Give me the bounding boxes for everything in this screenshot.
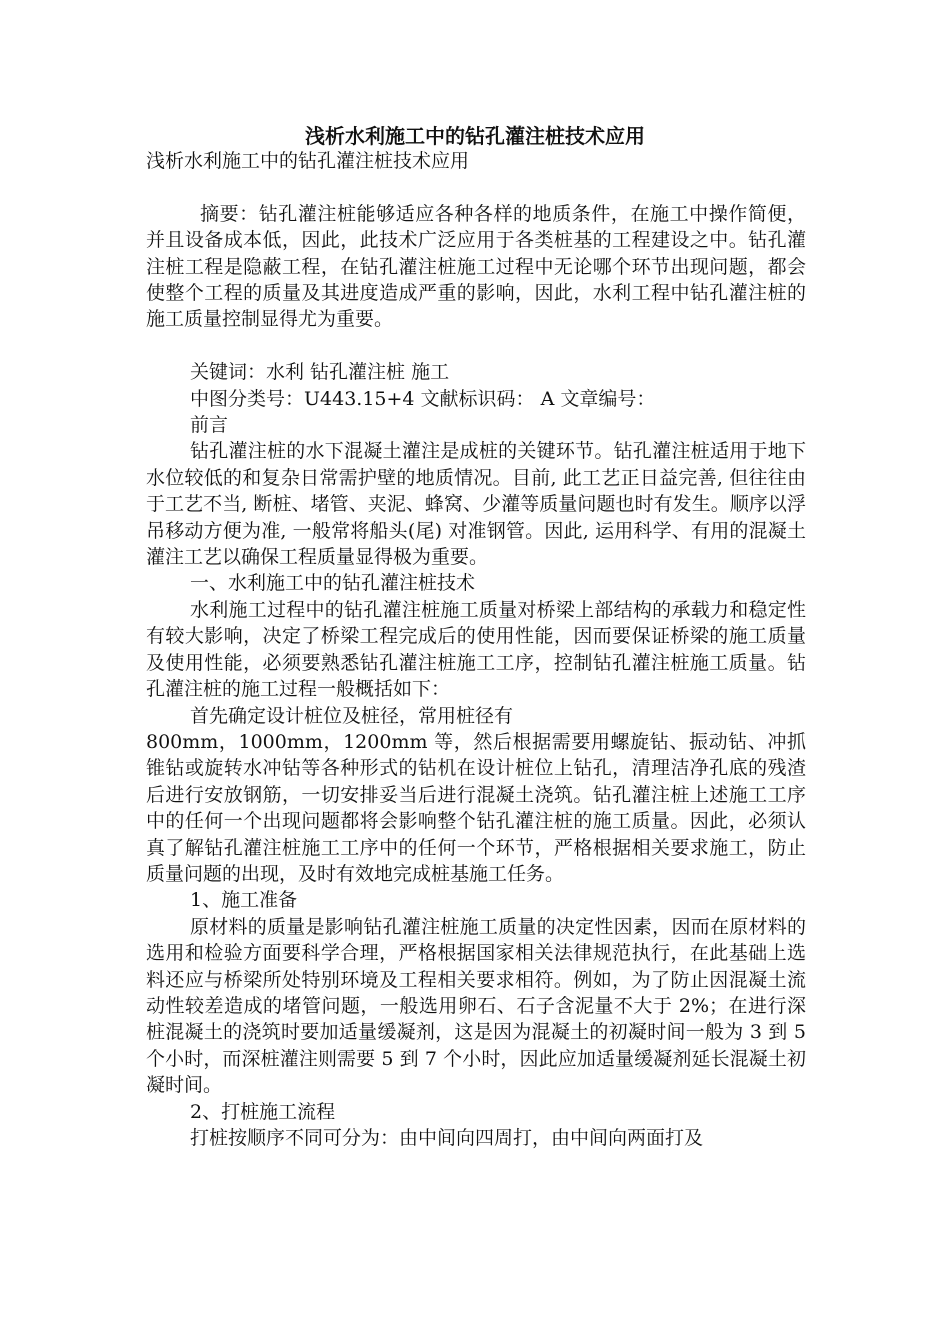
subsection-2-paragraph: 打桩按顺序不同可分为：由中间向四周打，由中间向两面打及	[190, 1127, 704, 1149]
section-heading-1: 一、水利施工中的钻孔灌注桩技术	[190, 572, 476, 595]
abstract-paragraph: 摘要：钻孔灌注桩能够适应各种各样的地质条件，在施工中操作简便，并且设备成本低，因此，此技术广泛应用于各类桩基的工程建设之中。钻孔灌注桩工程是隐蔽工程，在钻孔灌注桩施工过程中无论哪个环节出现问题，都会使整个工程的质量及其进度造成严重的影响，因此，水利工程中钻孔灌注桩的施工质量控制显得尤为重要。	[146, 202, 806, 331]
blank-line	[146, 333, 806, 359]
document-body	[146, 148, 806, 1151]
keywords-line: 关键词：水利 钻孔灌注桩 施工	[190, 361, 450, 384]
document-subtitle: 浅析水利施工中的钻孔灌注桩技术应用	[146, 150, 470, 172]
section-1-line-a: 首先确定设计桩位及桩径，常用桩径有	[190, 704, 514, 727]
section-1-paragraph: 水利施工过程中的钻孔灌注桩施工质量对桥梁上部结构的承载力和稳定性有较大影响，决定了桥梁工程完成后的使用性能，因而要保证桥梁的施工质量及使用性能，必须要熟悉钻孔灌注桩施工工序，控制钻孔灌注桩施工质量。钻孔灌注桩的施工过程一般概括如下：	[146, 598, 806, 701]
document-title: 浅析水利施工中的钻孔灌注桩技术应用	[305, 124, 645, 148]
section-1-line-b: 800mm，1000mm，1200mm 等，然后根据需要用螺旋钻、振动钻、冲抓锥钻或旋转水冲钻等各种形式的钻机在设计桩位上钻孔，清理洁净孔底的残渣后进行安放钢筋，一切安排妥当后进行混凝土浇筑。钻孔灌注桩上述施工工序中的任何一个出现问题都将会影响整个钻孔灌注桩的施工质量。因此，必须认真了解钻孔灌注桩施工工序中的任何一个环节，严格根据相关要求施工，防止质量问题的出现，及时有效地完成桩基施工任务。	[146, 730, 806, 885]
subsection-heading-2: 2、打桩施工流程	[190, 1100, 336, 1123]
preface-paragraph: 钻孔灌注桩的水下混凝土灌注是成桩的关键环节。钻孔灌注桩适用于地下水位较低的和复杂日常需护壁的地质情况。目前, 此工艺正日益完善, 但往往由于工艺不当, 断桩、堵管、夹泥、蜂窝、少灌等质量问题也时有发生。顺序以浮吊移动方便为准, 一般常将船头(尾) 对准钢管。因此, 运用科学、有用的混凝土灌注工艺以确保工程质量显得极为重要。	[146, 440, 806, 569]
preface-heading: 前言	[190, 414, 229, 437]
blank-line	[146, 174, 806, 200]
subsection-1-paragraph: 原材料的质量是影响钻孔灌注桩施工质量的决定性因素，因而在原材料的选用和检验方面要科学合理，严格根据国家相关法律规范执行，在此基础上选料还应与桥梁所处特别环境及工程相关要求相符。例如，为了防止因混凝土流动性较差造成的堵管问题，一般选用卵石、石子含泥量不大于 2%；在进行深桩混凝土的浇筑时要加适量缓凝剂，这是因为混凝土的初凝时间一般为 3 到 5 个小时，而深桩灌注则需要 5 到 7 个小时，因此应加适量缓凝剂延长混凝土初凝时间。	[146, 915, 806, 1097]
classification-line: 中图分类号：U443.15+4 文献标识码： A 文章编号：	[190, 387, 656, 410]
subsection-heading-1: 1、施工准备	[190, 889, 298, 912]
